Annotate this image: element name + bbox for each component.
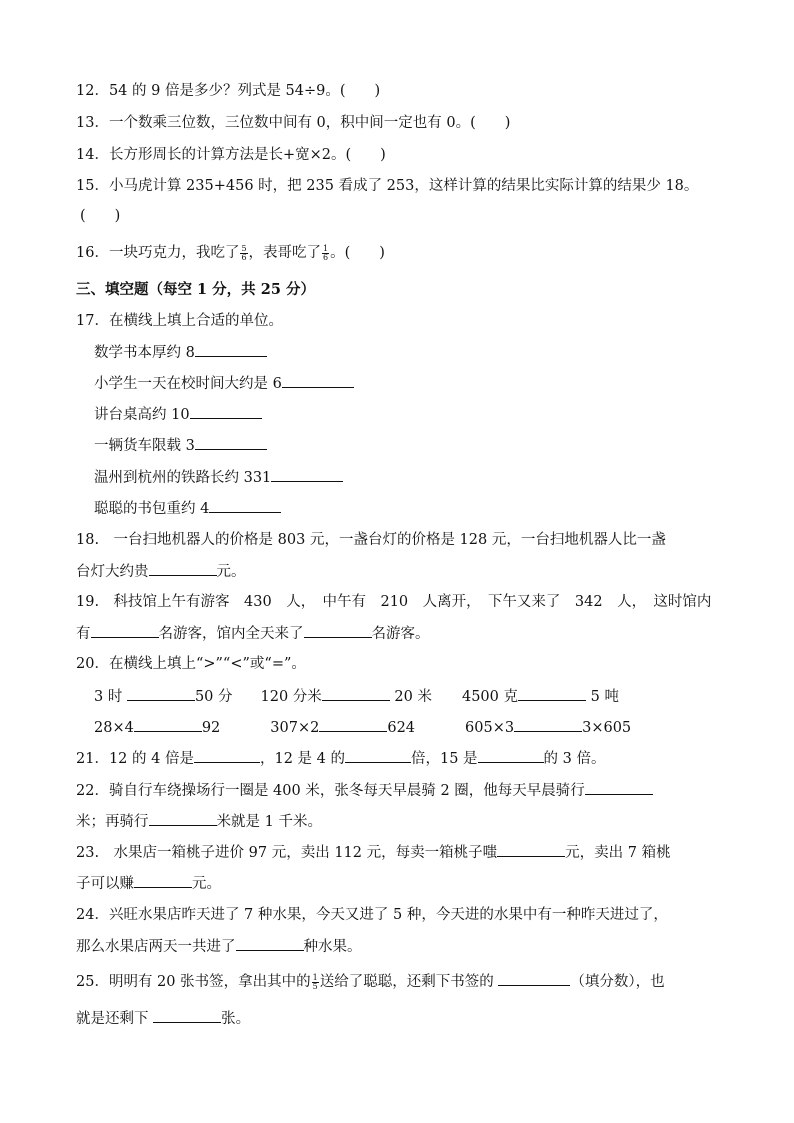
question-25-line2 bbox=[76, 1008, 250, 1029]
text: 624 bbox=[387, 720, 416, 736]
fraction-numerator: 5 bbox=[241, 243, 247, 253]
question-23-line1 bbox=[76, 842, 671, 863]
answer-blank[interactable] bbox=[319, 717, 387, 732]
answer-blank[interactable] bbox=[322, 686, 390, 701]
question-17-item-3 bbox=[94, 404, 262, 425]
text: 那么水果店两天一共进了 bbox=[76, 939, 236, 955]
question-13: 13．一个数乘三位数，三位数中间有 0，积中间一定也有 0。( ) bbox=[76, 115, 511, 131]
question-18-line1: 18. 一台扫地机器人的价格是 803 元，一盏台灯的价格是 128 元，一台扫地机器人比一盏 bbox=[76, 532, 666, 548]
text: 28×4 bbox=[94, 720, 134, 736]
question-21 bbox=[76, 748, 606, 769]
question-15-line1: 15．小马虎计算 235+456 时，把 235 看成了 253，这样计算的结果比实际计算的结果少 18。 bbox=[76, 178, 699, 194]
question-16-text-mid: ，表哥吃了 bbox=[248, 245, 322, 261]
text: 92 bbox=[201, 720, 221, 736]
answer-blank[interactable] bbox=[127, 686, 195, 701]
fraction-five-sixths bbox=[240, 245, 247, 262]
question-17-item-2 bbox=[94, 373, 354, 394]
text: 倍，15 是 bbox=[410, 751, 478, 767]
question-16-text-post: 。( ) bbox=[330, 245, 385, 261]
text: 米就是 1 千米。 bbox=[216, 814, 322, 830]
answer-blank[interactable] bbox=[236, 936, 304, 951]
text: 25．明明有 20 张书签，拿出其中的 bbox=[76, 974, 311, 990]
answer-blank[interactable] bbox=[271, 467, 343, 482]
question-17-item-6 bbox=[94, 498, 281, 519]
answer-blank[interactable] bbox=[195, 435, 267, 450]
text: 50 分 bbox=[194, 689, 233, 705]
answer-blank[interactable] bbox=[514, 717, 582, 732]
text: 3×605 bbox=[582, 720, 632, 736]
answer-blank[interactable] bbox=[134, 717, 202, 732]
text: 元，卖出 7 箱桃 bbox=[565, 845, 671, 861]
text: 有 bbox=[76, 626, 91, 642]
answer-blank[interactable] bbox=[190, 404, 262, 419]
fraction-denominator: 6 bbox=[241, 252, 247, 262]
text: 米；再骑行 bbox=[76, 814, 149, 830]
answer-blank[interactable] bbox=[282, 373, 354, 388]
question-19-line2 bbox=[76, 623, 430, 644]
answer-blank[interactable] bbox=[195, 342, 267, 357]
text: 就是还剩下 bbox=[76, 1011, 154, 1027]
text: 20 米 bbox=[389, 689, 432, 705]
text: 120 分米 bbox=[260, 689, 322, 705]
text: 4500 克 bbox=[461, 689, 518, 705]
text: 605×3 bbox=[465, 720, 515, 736]
answer-blank[interactable] bbox=[304, 623, 372, 638]
section-3-heading: 三、填空题（每空 1 分，共 25 分） bbox=[76, 281, 315, 298]
answer-blank[interactable] bbox=[149, 811, 217, 826]
answer-blank[interactable] bbox=[518, 686, 586, 701]
text: 21．12 的 4 倍是 bbox=[76, 751, 194, 767]
text: 元。 bbox=[216, 564, 246, 580]
text: 5 吨 bbox=[586, 689, 619, 705]
question-25-line1 bbox=[76, 971, 665, 992]
text: 22．骑自行车绕操场行一圈是 400 米，张冬每天早晨骑 2 圈，他每天早晨骑行 bbox=[76, 783, 585, 799]
answer-blank[interactable] bbox=[345, 748, 411, 763]
question-17: 17．在横线上填上合适的单位。 bbox=[76, 313, 283, 329]
question-16-text-pre: 16．一块巧克力，我吃了 bbox=[76, 245, 240, 261]
answer-blank[interactable] bbox=[91, 623, 159, 638]
answer-blank[interactable] bbox=[134, 873, 192, 888]
question-24-line2 bbox=[76, 936, 362, 957]
item-text: 聪聪的书包重约 4 bbox=[94, 501, 210, 517]
item-text: 温州到杭州的铁路长约 331 bbox=[94, 470, 272, 486]
question-12: 12．54 的 9 倍是多少？列式是 54÷9。( ) bbox=[76, 83, 381, 99]
answer-blank[interactable] bbox=[585, 780, 653, 795]
answer-blank[interactable] bbox=[209, 498, 281, 513]
question-22-line1 bbox=[76, 780, 653, 801]
question-24-line1: 24．兴旺水果店昨天进了 7 种水果，今天又进了 5 种，今天进的水果中有一种昨天进过了， bbox=[76, 907, 668, 923]
text: 送给了聪聪，还剩下书签的 bbox=[319, 974, 499, 990]
question-23-line2 bbox=[76, 873, 221, 894]
fraction-numerator: 1 bbox=[312, 972, 318, 982]
fraction-one-fifth bbox=[312, 974, 319, 991]
item-text: 一辆货车限载 3 bbox=[94, 438, 195, 454]
text: 名游客，馆内全天来了 bbox=[158, 626, 304, 642]
fraction-numerator: 1 bbox=[323, 243, 329, 253]
text: 名游客。 bbox=[371, 626, 430, 642]
question-15-line2: ( ) bbox=[80, 208, 121, 224]
question-17-item-1 bbox=[94, 342, 267, 363]
question-14: 14．长方形周长的计算方法是长+宽×2。( ) bbox=[76, 147, 386, 163]
fraction-denominator: 6 bbox=[323, 252, 329, 262]
item-text: 讲台桌高约 10 bbox=[94, 407, 190, 423]
text: ，12 是 4 的 bbox=[259, 751, 345, 767]
text: 23. 水果店一箱桃子进价 97 元，卖出 112 元，每卖一箱桃子嗤 bbox=[76, 845, 498, 861]
question-22-line2 bbox=[76, 811, 322, 832]
question-17-item-4 bbox=[94, 435, 267, 456]
text: 张。 bbox=[221, 1011, 251, 1027]
text: 台灯大约贵 bbox=[76, 564, 149, 580]
compare-row-1 bbox=[94, 686, 619, 707]
compare-row-2 bbox=[94, 717, 631, 738]
question-18-line2 bbox=[76, 561, 246, 582]
answer-blank[interactable] bbox=[153, 1008, 221, 1023]
text: 307×2 bbox=[270, 720, 320, 736]
answer-blank[interactable] bbox=[149, 561, 217, 576]
item-text: 小学生一天在校时间大约是 6 bbox=[94, 376, 282, 392]
fraction-one-sixth bbox=[322, 245, 329, 262]
answer-blank[interactable] bbox=[498, 971, 570, 986]
question-19-line1: 19. 科技馆上午有游客 430 人， 中午有 210 人离开， 下午又来了 342 人， 这时馆内 bbox=[76, 594, 712, 610]
question-16 bbox=[76, 243, 385, 263]
text: 的 3 倍。 bbox=[543, 751, 606, 767]
answer-blank[interactable] bbox=[497, 842, 565, 857]
fraction-denominator: 5 bbox=[312, 981, 318, 991]
question-20: 20．在横线上填上“>”“<”或“=”。 bbox=[76, 656, 306, 672]
text: 元。 bbox=[192, 876, 221, 892]
text: 子可以赚 bbox=[76, 876, 134, 892]
text: 种水果。 bbox=[303, 939, 362, 955]
text: （填分数），也 bbox=[570, 974, 665, 990]
answer-blank[interactable] bbox=[478, 748, 544, 763]
answer-blank[interactable] bbox=[194, 748, 260, 763]
item-text: 数学书本厚约 8 bbox=[94, 345, 195, 361]
text: 3 时 bbox=[94, 689, 127, 705]
question-17-item-5 bbox=[94, 467, 343, 488]
